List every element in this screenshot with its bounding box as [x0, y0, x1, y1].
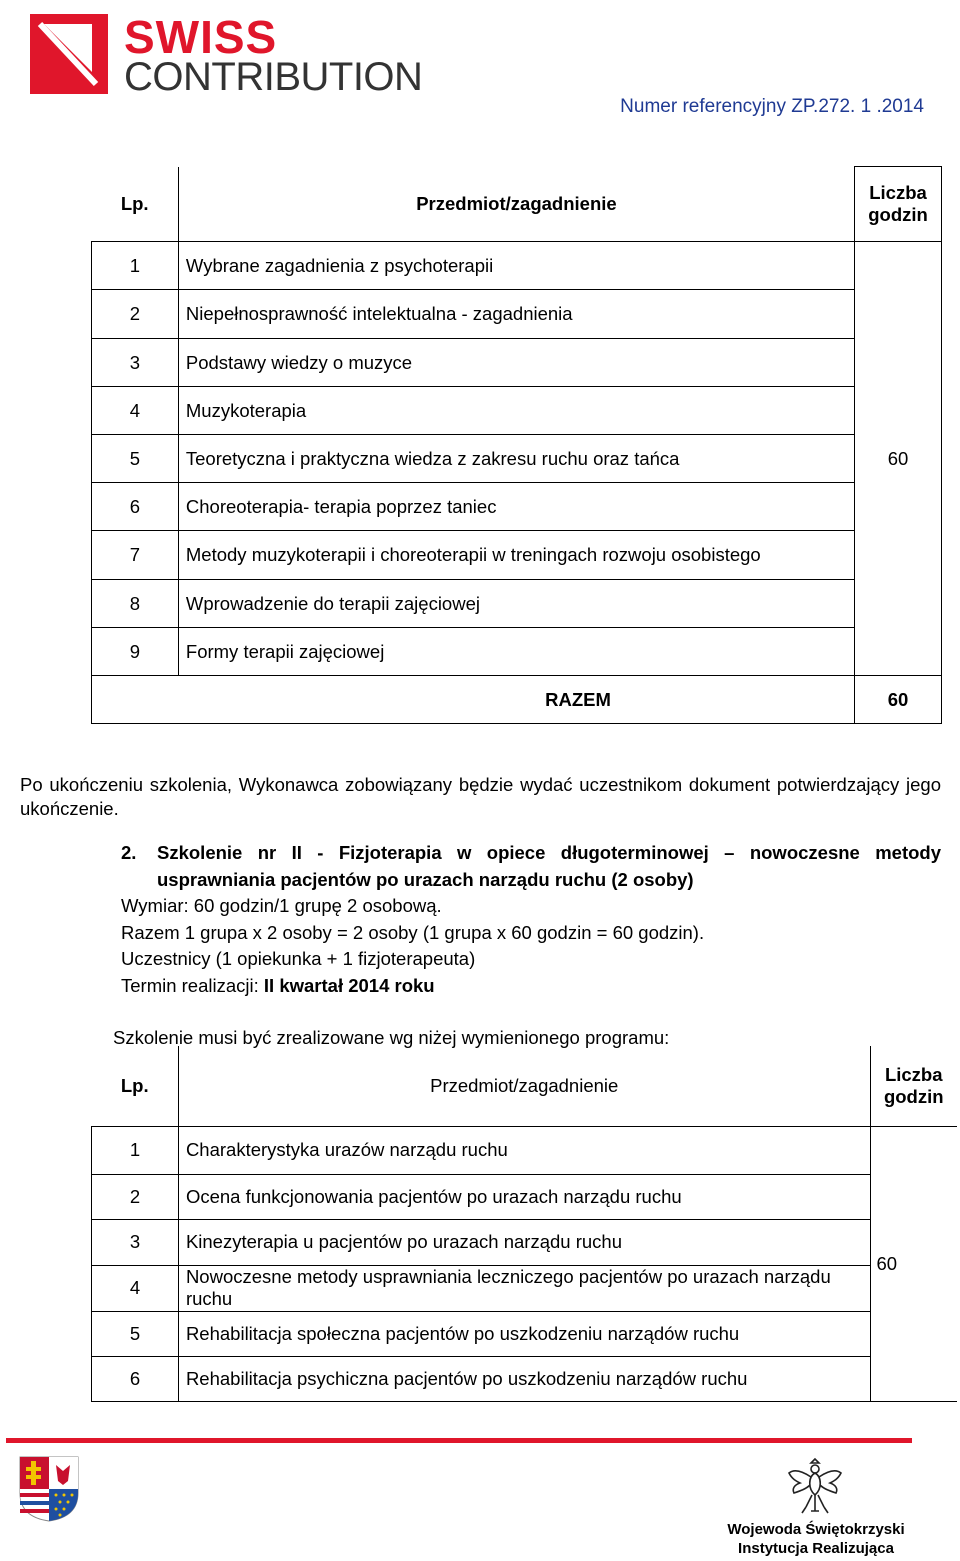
- row-subject: Charakterystyka urazów narządu ruchu: [178, 1126, 870, 1174]
- hours-cell: 60: [870, 1126, 957, 1401]
- footer-divider: [6, 1438, 912, 1443]
- row-number: 8: [92, 580, 179, 628]
- row-number: 9: [92, 628, 179, 676]
- section-deadline: [121, 973, 941, 1000]
- deadline-value: II kwartał 2014 roku: [263, 974, 435, 996]
- section-total: Razem 1 grupa x 2 osoby = 2 osoby (1 grupa x 60 godzin = 60 godzin).: [121, 921, 705, 943]
- row-number: 6: [92, 1356, 179, 1401]
- section-participants: Uczestnicy (1 opiekunka + 1 fizjoterapeuta): [121, 948, 476, 969]
- row-number: 4: [92, 387, 179, 435]
- row-subject: Kinezyterapia u pacjentów po urazach narządu ruchu: [178, 1219, 870, 1265]
- row-subject: Podstawy wiedzy o muzyce: [178, 339, 854, 387]
- row-subject: Formy terapii zajęciowej: [178, 628, 854, 676]
- row-number: 4: [92, 1265, 179, 1311]
- row-number: 2: [92, 290, 179, 339]
- logo-text-contribution: CONTRIBUTION: [124, 55, 423, 99]
- header-subject: Przedmiot/zagadnienie: [178, 1046, 870, 1126]
- row-subject: Teoretyczna i praktyczna wiedza z zakresu ruchu oraz tańca: [178, 435, 854, 483]
- program-intro: Szkolenie musi być zrealizowane wg niżej wymienionego programu:: [113, 1027, 670, 1048]
- section-2-heading: [121, 840, 941, 893]
- hours-cell: 60: [855, 242, 942, 676]
- row-subject: Metody muzykoterapii i choreoterapii w treningach rozwoju osobistego: [178, 531, 854, 580]
- section-2: [121, 840, 941, 999]
- header-lp: Lp.: [92, 167, 179, 242]
- deadline-label: Termin realizacji:: [121, 974, 264, 996]
- total-label: RAZEM: [92, 676, 855, 724]
- implementing-institution: Instytucja Realizująca: [738, 1540, 894, 1557]
- section-scope: Wymiar: 60 godzin/1 grupę 2 osobową.: [121, 895, 442, 916]
- row-number: 6: [92, 483, 179, 531]
- row-subject: Wybrane zagadnienia z psychoterapii: [178, 242, 854, 290]
- header-lp: Lp.: [92, 1046, 179, 1126]
- row-number: 3: [92, 339, 179, 387]
- row-number: 5: [92, 1311, 179, 1356]
- row-number: 1: [92, 242, 179, 290]
- header-hours: Liczba godzin: [855, 167, 942, 242]
- logo-text-swiss: SWISS: [124, 11, 278, 63]
- program-table-1: [91, 166, 942, 724]
- row-subject: Muzykoterapia: [178, 387, 854, 435]
- row-number: 1: [92, 1126, 179, 1174]
- total-value: 60: [855, 676, 942, 724]
- row-subject: Rehabilitacja psychiczna pacjentów po uszkodzeniu narządów ruchu: [178, 1356, 870, 1401]
- completion-note: Po ukończeniu szkolenia, Wykonawca zobowiązany będzie wydać uczestnikom dokument potwierdzający jego ukończenie.: [20, 774, 941, 819]
- voivode-name: Wojewoda Świętokrzyski: [727, 1521, 905, 1538]
- voivode-label: [718, 1520, 914, 1558]
- header-subject: Przedmiot/zagadnienie: [178, 167, 854, 242]
- section-title: Szkolenie nr II - Fizjoterapia w opiece długoterminowej – nowoczesne metody usprawniania pacjentów po urazach narządu ruchu (2 osoby): [157, 842, 941, 890]
- row-subject: Choreoterapia- terapia poprzez taniec: [178, 483, 854, 531]
- polish-eagle-icon: [786, 1455, 844, 1517]
- swietokrzyskie-coat-of-arms-icon: [18, 1455, 80, 1523]
- row-subject: Nowoczesne metody usprawniania leczniczego pacjentów po urazach narządu ruchu: [178, 1265, 870, 1311]
- row-subject: Ocena funkcjonowania pacjentów po urazach narządu ruchu: [178, 1174, 870, 1219]
- reference-number: Numer referencyjny ZP.272. 1 .2014: [620, 96, 924, 117]
- row-number: 3: [92, 1219, 179, 1265]
- program-table-2: [91, 1046, 957, 1402]
- row-subject: Niepełnosprawność intelektualna - zagadnienia: [178, 290, 854, 339]
- row-number: 2: [92, 1174, 179, 1219]
- section-number: 2.: [121, 842, 137, 863]
- row-subject: Rehabilitacja społeczna pacjentów po uszkodzeniu narządów ruchu: [178, 1311, 870, 1356]
- row-number: 7: [92, 531, 179, 580]
- row-subject: Wprowadzenie do terapii zajęciowej: [178, 580, 854, 628]
- row-number: 5: [92, 435, 179, 483]
- swiss-contribution-logo-icon: [30, 14, 108, 94]
- header-hours: Liczba godzin: [870, 1046, 957, 1126]
